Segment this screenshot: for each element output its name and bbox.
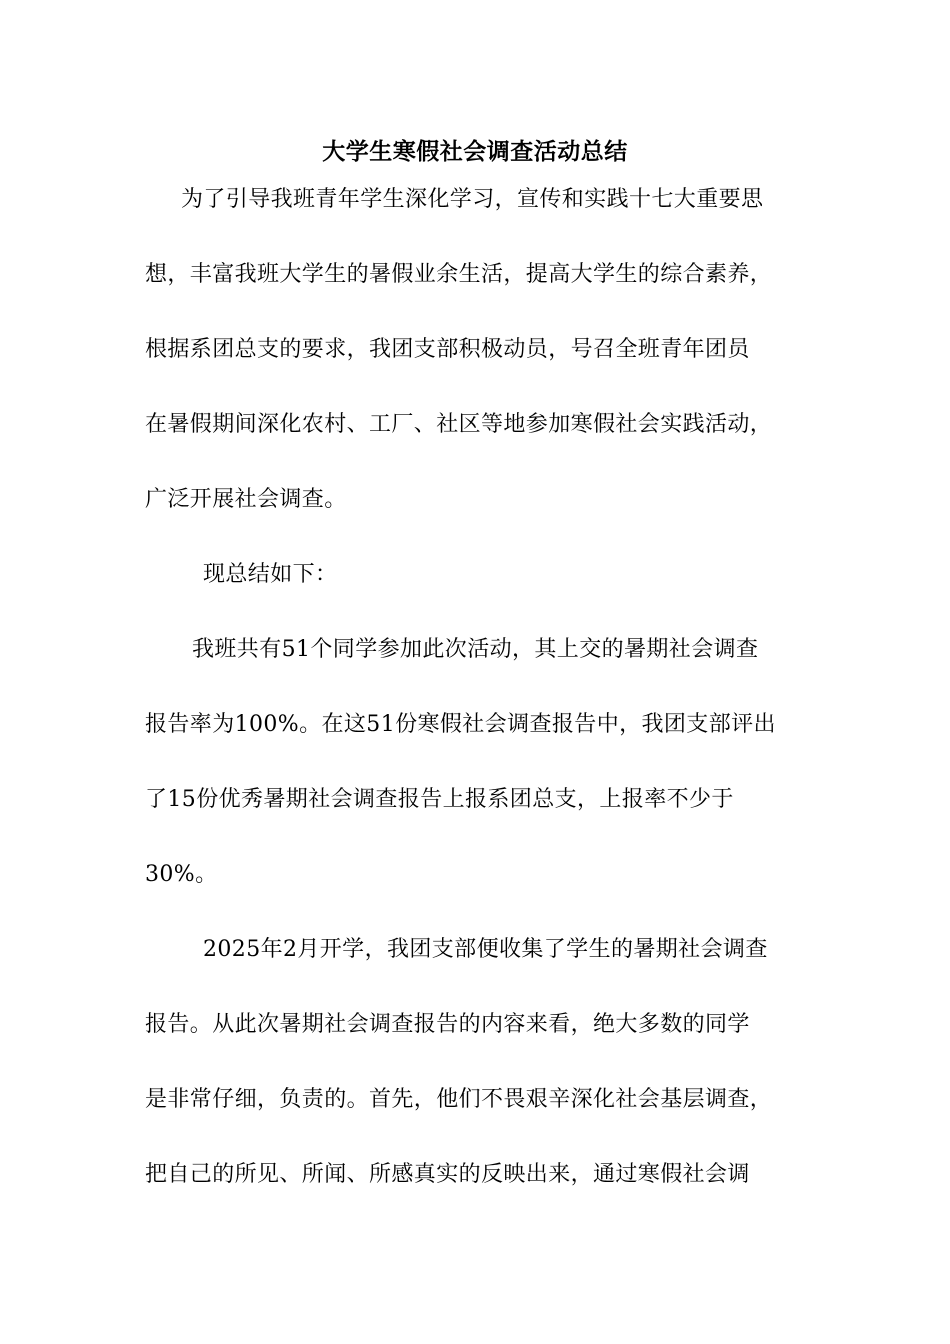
paragraph-line: 为了引导我班青年学生深化学习，宣传和实践十七大重要思: [181, 187, 764, 212]
paragraph-line: 报告率为100%。在这51份寒假社会调查报告中，我团支部评出: [145, 712, 776, 737]
paragraph-line: 30%。: [145, 862, 218, 887]
paragraph-line: 我班共有51个同学参加此次活动，其上交的暑期社会调查: [192, 637, 759, 662]
paragraph-line: 是非常仔细，负责的。首先，他们不畏艰辛深化社会基层调查，: [145, 1087, 773, 1112]
paragraph-line: 根据系团总支的要求，我团支部积极动员，号召全班青年团员: [145, 337, 750, 362]
paragraph-line: 现总结如下：: [203, 562, 338, 587]
paragraph-line: 把自己的所见、所闻、所感真实的反映出来，通过寒假社会调: [145, 1162, 750, 1187]
paragraph-line: 了15份优秀暑期社会调查报告上报系团总支，上报率不少于: [145, 787, 734, 812]
paragraph-line: 报告。从此次暑期社会调查报告的内容来看，绝大多数的同学: [145, 1012, 750, 1037]
document-title: 大学生寒假社会调查活动总结: [322, 138, 628, 165]
paragraph-line: 2025年2月开学，我团支部便收集了学生的暑期社会调查: [203, 937, 768, 962]
paragraph-line: 想，丰富我班大学生的暑假业余生活，提高大学生的综合素养，: [145, 262, 773, 287]
paragraph-line: 在暑假期间深化农村、工厂、社区等地参加寒假社会实践活动，: [145, 412, 773, 437]
paragraph-line: 广泛开展社会调查。: [145, 487, 347, 512]
